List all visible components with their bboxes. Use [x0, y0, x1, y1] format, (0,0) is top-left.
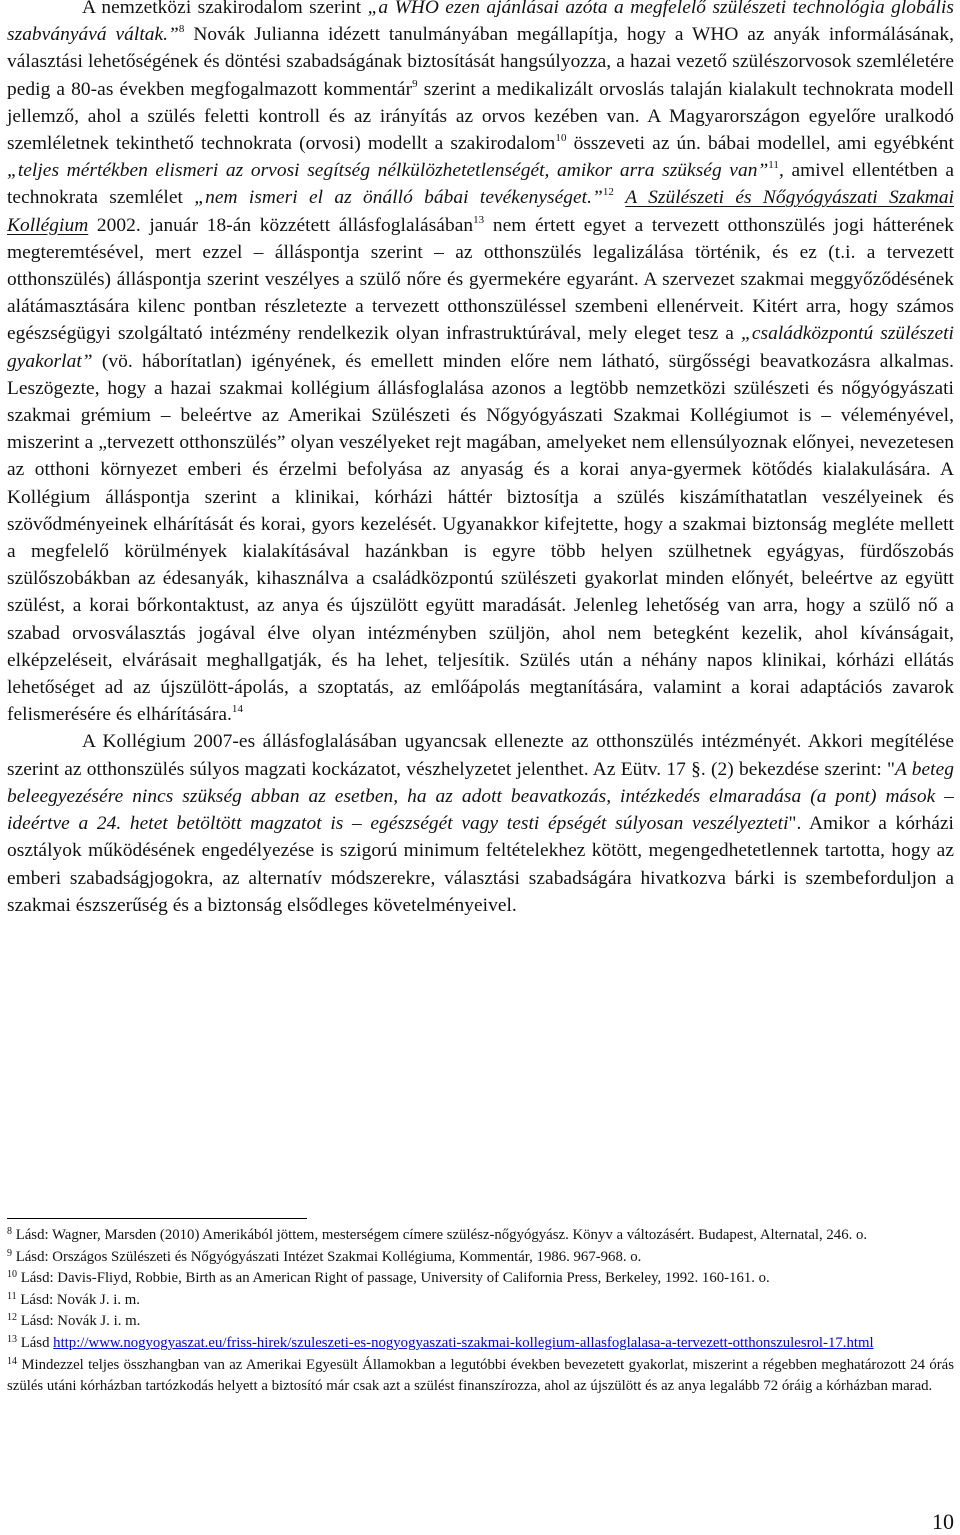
text-run: összeveti az ún. bábai modellel, ami egyébként: [566, 133, 954, 155]
footnote-number: 12: [7, 1312, 17, 1324]
text-run: [614, 187, 625, 208]
text-run: ". Amikor a kórházi osztályok működésének engedélyezése is szigorú minimum feltételekhez kötött, megengedhetetlennek tartotta, hogy az emberi szabadságjogokra, az alternatív módszerekre, választási szabadságára hivatkozva bárki is szembeforduljon a szakmai észszerűség és a biztonság elsődleges követelményeivel.: [7, 813, 954, 916]
footnote-12: [7, 1311, 954, 1333]
footnote-ref-11[interactable]: 11: [768, 159, 779, 172]
technocrat-quote: „nem ismeri el az önálló bábai tevékenységet.”: [194, 187, 603, 209]
body-paragraph-2: [7, 728, 954, 918]
footnote-ref-14[interactable]: 14: [231, 703, 244, 716]
body-paragraph-1: [7, 0, 954, 728]
text-run: A Kollégium 2007-es állásfoglalásában ugyancsak ellenezte az otthonszülés intézményét. Akkori megítélése szerint az otthonszülés súlyos magzati kockázatot, vészhelyzetet jelenthet. Az Eütv. 17 §. (2) bekezdése szerint: ": [7, 731, 954, 780]
footnote-text: Mindezzel teljes összhangban van az Amerikai Egyesült Államokban a legutóbbi években bevezetett gyakorlat, miszerint a régebben meghatározott 24 órás szülés utáni kórházban tartózkodás helyett a biztosító már csak azt a szülést finanszírozza, ahol az újszülött és az anya legalább 72 óráig a kórházban marad.: [7, 1356, 954, 1395]
text-run: 2002. január 18-án közzétett állásfoglalásában: [88, 214, 474, 236]
text-run: (vö. háborítatlan) igényének, és emellett minden előre nem látható, sürgősségi beavatkozásra alkalmas. Leszögezte, hogy a hazai szakmai kollégium állásfoglalása azonos a legtöbb nemzetközi szülészeti és nőgyógyászati szakmai grémium – beleértve az Amerikai Szülészeti és Nőgyógyászati Szakmai Kollégiumot is – véleményével, miszerint a „tervezett otthonszülés” olyan veszélyeket rejt magában, amelyeket nem ellensúlyoznak előnyei, nevezetesen az otthoni környezet emberi és érzelmi befolyása az anyaság és a korai anya-gyermek kötődés kialakulására. A Kollégium álláspontja szerint a klinikai, kórházi háttér biztosítja a szülés kiszámíthatatlan veszélyeinek és szövődményeinek elhárítását és korai, gyors kezelését. Ugyanakkor kifejtette, hogy a szakmai biztonság megléte mellett a megfelelő körülmények kialakításával hazánkban is egyre több helyen szülhetnek egyágyas, fürdőszobás szülőszobákban az édesanyák, kihasználva a családközpontú szülészeti gyakorlat minden előnyét, beleértve az együtt szülést, a korai bőrkontaktust, az anya és újszülött együtt maradását. Jelenleg lehetőség van arra, hogy a szülő nő a szabad orvosválasztás jogával élve olyan intézményben szüljön, ahol nem betegként kezelik, ahol kívánságait, elképzeléseit, elvárásait meghallgatják, és ha lehet, teljesítik. Szülés után a néhány napos klinikai, kórházi ellátás lehetőséget ad az újszülött-ápolás, a szoptatás, az emlőápolás megtanítására, valamint a korai adaptációs zavarok felismerésére és elhárítására.: [7, 350, 954, 726]
text-run: Novák Julianna idézett tanulmányában megállapítja, hogy a WHO az anyák informálásának, választási lehetőségének és döntési szabadságának biztosítását hangsúlyozza, a hazai vezető szülészorvosok szemléletére pedig a 80-as években megfogalmazott kommentár: [7, 24, 954, 100]
document-body: [7, 0, 954, 919]
footnote-number: 8: [7, 1226, 12, 1237]
page-number: 10: [932, 1509, 954, 1534]
footnote-separator: [7, 1218, 307, 1219]
text-run: , amivel ellentétben a technokrata szemlélet: [7, 160, 954, 209]
footnote-ref-8[interactable]: 8: [178, 23, 185, 36]
text-run: nem értett egyet a tervezett otthonszülés jogi hátterének megteremtésével, mert ezzel – álláspontja szerint – az otthonszülés legalizálása történik, és ez (t.i. a tervezett otthonszülés) álláspontja szerint veszélyes a szülő nőre és gyermekére egyaránt. A szervezet szakmai meggyőződésének alátámasztására kilenc pontban részletezte a tervezett otthonszüléssel szembeni ellenérveit. Kitért arra, hogy számos egészségügyi szolgáltató intézmény rendelkezik olyan infrastruktúrával, mely eleget tesz a: [7, 214, 955, 345]
law-quote: A beteg beleegyezésére nincs szükség abban az esetben, ha az adott beavatkozás, intézkedés elmaradása (a pont) mások – ideértve a 24. hetet betöltött magzatot is – egészségét vagy testi épségét súlyosan veszélyezteti: [7, 758, 954, 835]
footnote-9: [7, 1247, 954, 1269]
footnote-10: [7, 1268, 954, 1290]
footnote-text: Lásd: Wagner, Marsden (2010) Amerikából jöttem, mesterségem címere szülész-nőgyógyász. Könyv a változásért. Budapest, Alternatal, 246. o.: [12, 1227, 868, 1243]
footnote-14: [7, 1355, 954, 1398]
footnote-number: 9: [7, 1247, 12, 1259]
footnote-number: 11: [7, 1290, 17, 1302]
footnote-ref-10[interactable]: 10: [555, 132, 567, 145]
text-run: A nemzetközi szakirodalom szerint: [82, 0, 368, 18]
footnote-number: 13: [7, 1333, 17, 1345]
text-run: szerint a medikalizált orvoslás talaján kialakult technokrata modell jellemző, ahol a szülés feletti kontroll és az irányítás az orvos kezében van. A Magyarországon egyelőre uralkodó szemléletnek tekinthető technokrata (orvosi) modellt a szakirodalom: [7, 78, 954, 155]
footnote-text: Lásd: Davis-Fliyd, Robbie, Birth as an American Right of passage, University of California Press, Berkeley, 1992. 160-161. o.: [17, 1270, 770, 1287]
footnote-11: [7, 1290, 954, 1312]
midwife-quote: „teljes mértékben elismeri az orvosi segítség nélkülözhetetlenségét, amikor arra szükség van”: [7, 160, 769, 182]
footnote-13-link[interactable]: http://www.nogyogyaszat.eu/friss-hirek/szuleszeti-es-nogyogyaszati-szakmai-kollegium-allasfoglalasa-a-tervezett-otthonszulesrol-17.html: [53, 1334, 874, 1351]
footnote-number: 10: [7, 1269, 17, 1281]
footnote-text: Lásd: [17, 1334, 54, 1351]
footnote-number: 14: [7, 1355, 17, 1367]
footnote-text: Lásd: Országos Szülészeti és Nőgyógyászati Intézet Szakmai Kollégiuma, Kommentár, 1986. 967-968. o.: [12, 1248, 642, 1265]
who-quote: „a WHO ezen ajánlásai azóta a megfelelő szülészeti technológia globális szabványává váltak.”: [7, 0, 954, 46]
college-name: A Szülészeti és Nőgyógyászati Szakmai Kollégium: [7, 187, 955, 236]
footnote-ref-13[interactable]: 13: [473, 213, 485, 226]
footnote-13: [7, 1333, 954, 1355]
footnote-text: Lásd: Novák J. i. m.: [16, 1291, 140, 1308]
footnote-ref-9[interactable]: 9: [412, 77, 418, 90]
footnotes: [7, 1218, 954, 1398]
footnote-ref-12[interactable]: 12: [602, 186, 614, 199]
footnote-8: [7, 1225, 954, 1247]
footnote-text: Lásd: Novák J. i. m.: [17, 1313, 141, 1330]
family-centered-quote: „családközpontú szülészeti gyakorlat”: [7, 323, 954, 372]
